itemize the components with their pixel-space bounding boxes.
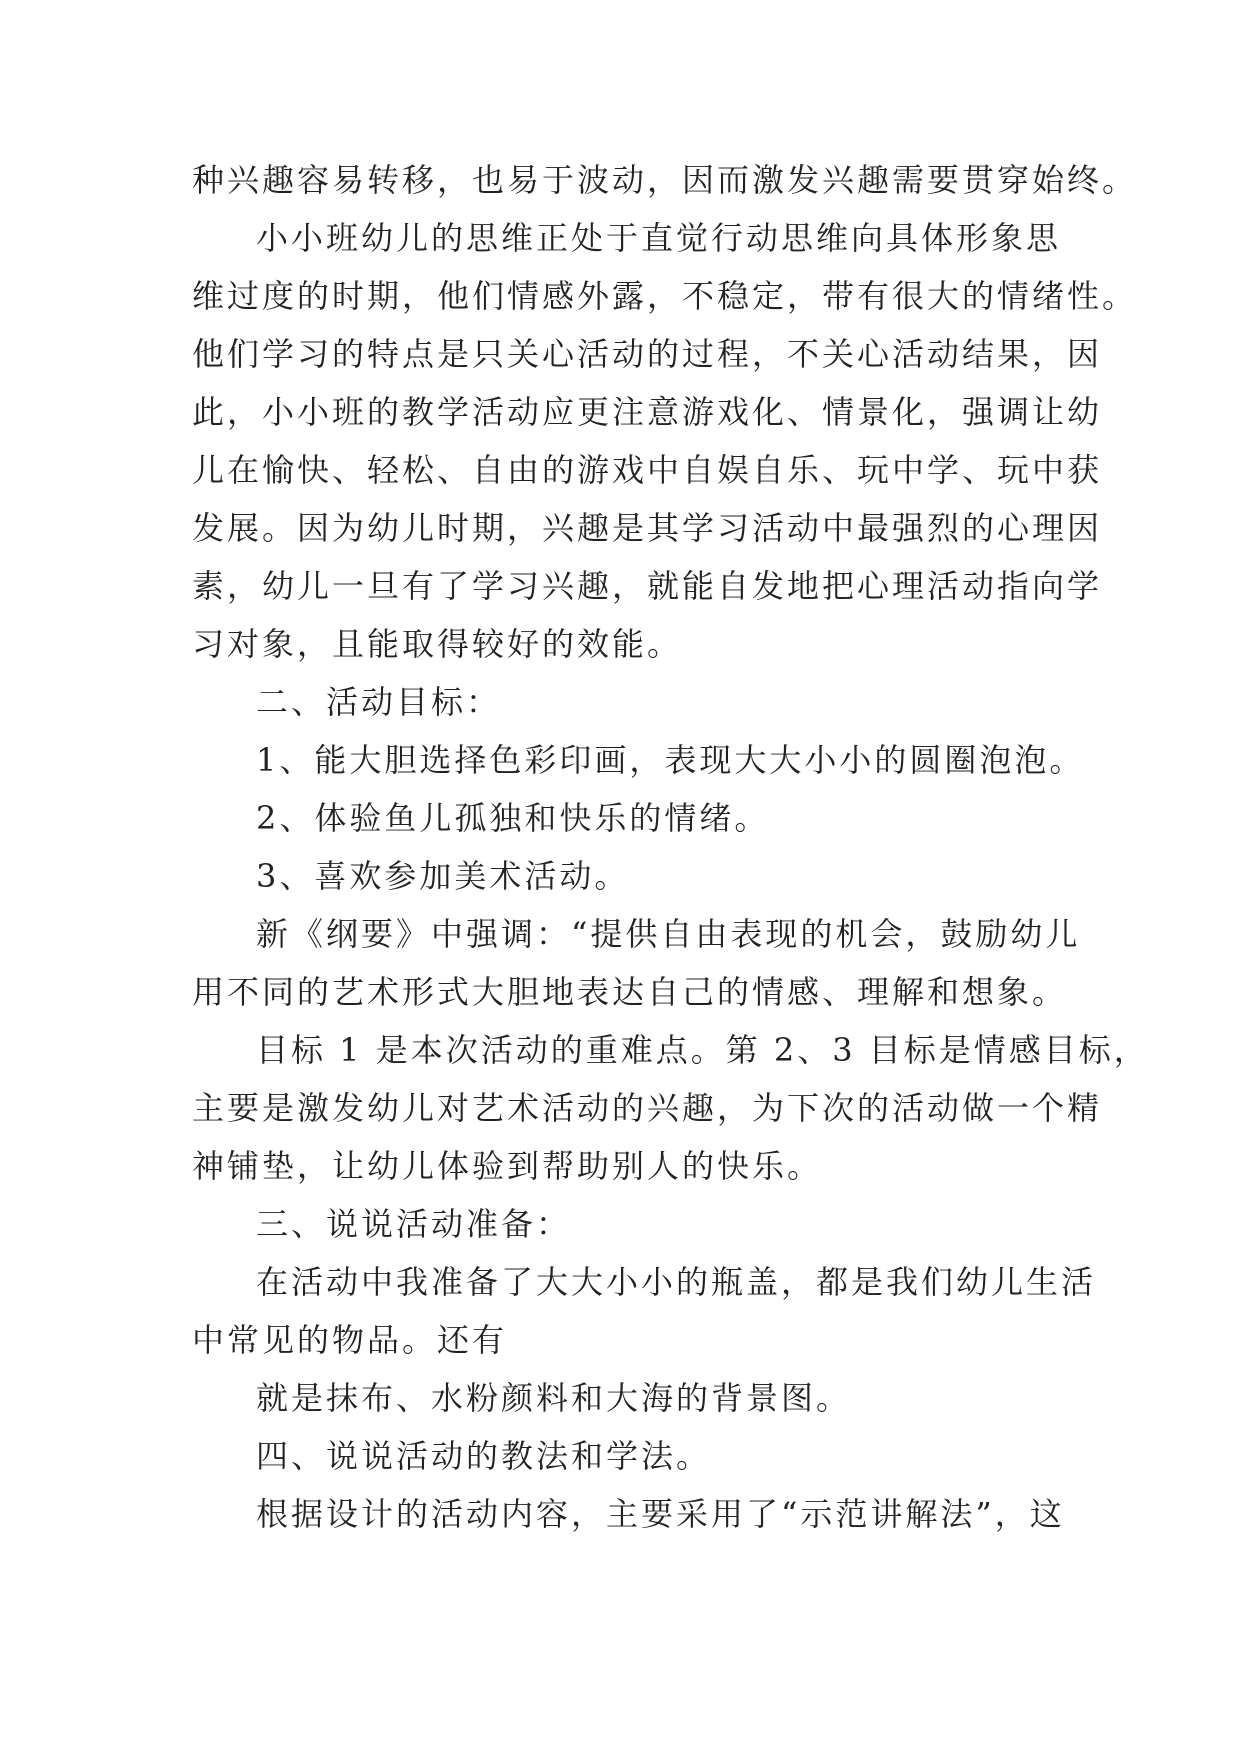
document-body [192, 160, 1149, 1552]
text-line: 就是抹布、水粉颜料和大海的背景图。 [256, 1379, 852, 1417]
text-line: 儿在愉快、轻松、自由的游戏中自娱自乐、玩中学、玩中获 [192, 451, 1103, 489]
text-line: 种兴趣容易转移，也易于波动，因而激发兴趣需要贯穿始终。 [192, 161, 1138, 199]
text-line: 神铺垫，让幼儿体验到帮助别人的快乐。 [192, 1147, 823, 1185]
text-line: 根据设计的活动内容，主要采用了“示范讲解法”，这 [256, 1495, 1065, 1533]
text-line: 发展。因为幼儿时期，兴趣是其学习活动中最强烈的心理因 [192, 509, 1103, 547]
text-line: 新《纲要》中强调：“提供自由表现的机会，鼓励幼儿 [256, 915, 1081, 953]
text-line: 用不同的艺术形式大胆地表达自己的情感、理解和想象。 [192, 973, 1068, 1011]
text-line: 二、活动目标： [256, 683, 502, 721]
text-line: 小小班幼儿的思维正处于直觉行动思维向具体形象思 [256, 219, 1062, 257]
text-line: 习对象，且能取得较好的效能。 [192, 625, 683, 663]
text-line: 他们学习的特点是只关心活动的过程，不关心活动结果，因 [192, 335, 1103, 373]
text-line: 2、体验鱼儿孤独和快乐的情绪。 [256, 799, 770, 837]
text-line: 四、说说活动的教法和学法。 [256, 1437, 712, 1475]
text-line: 3、喜欢参加美术活动。 [256, 857, 630, 895]
text-line: 目标 1 是本次活动的重难点。第 2、3 目标是情感目标， [256, 1031, 1149, 1069]
text-line: 1、能大胆选择色彩印画，表现大大小小的圆圈泡泡。 [256, 741, 1085, 779]
text-line: 维过度的时期，他们情感外露，不稳定，带有很大的情绪性。 [192, 277, 1138, 315]
text-line: 主要是激发幼儿对艺术活动的兴趣，为下次的活动做一个精 [192, 1089, 1103, 1127]
text-line: 三、说说活动准备： [256, 1205, 572, 1243]
text-line: 素，幼儿一旦有了学习兴趣，就能自发地把心理活动指向学 [192, 567, 1103, 605]
text-line: 此，小小班的教学活动应更注意游戏化、情景化，强调让幼 [192, 393, 1103, 431]
text-line: 在活动中我准备了大大小小的瓶盖，都是我们幼儿生活 [256, 1263, 1097, 1301]
text-line: 中常见的物品。还有 [192, 1321, 508, 1359]
